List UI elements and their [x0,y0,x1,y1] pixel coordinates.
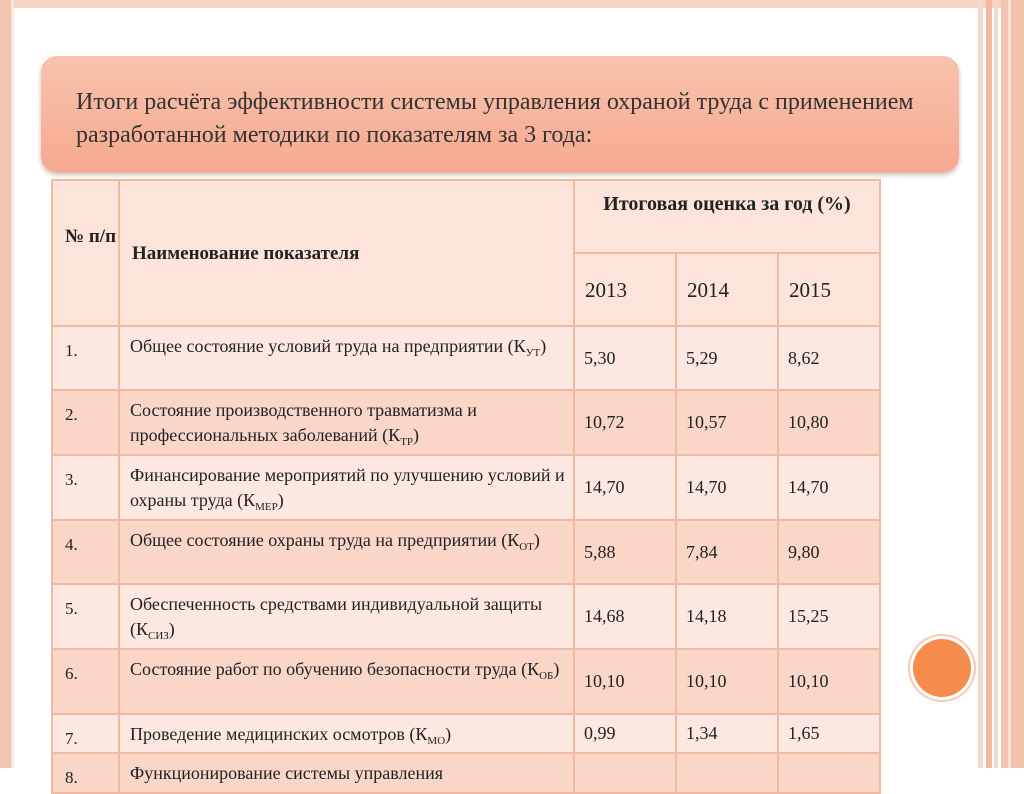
decor-stripe [1001,0,1024,768]
indicator-close-paren: ) [445,724,452,744]
indicator-close-paren: ) [168,619,175,639]
results-table [51,179,881,794]
value-2013: 0,99 [574,714,676,753]
value-2013 [574,753,676,793]
table-row [52,455,880,520]
indicator-label: Общее состояние охраны труда на предприятии (К [130,530,520,550]
value-2014: 1,34 [676,714,778,753]
table-row [52,649,880,714]
indicator-close-paren: ) [553,659,560,679]
indicator-name [119,390,574,455]
row-number: 6. [52,649,119,714]
row-number: 1. [52,326,119,390]
value-2015: 14,70 [778,455,880,520]
indicator-name [119,326,574,390]
table-row [52,390,880,455]
indicator-name [119,520,574,584]
decor-stripe [1008,0,1011,768]
indicator-label: Общее состояние условий труда на предприятии (К [130,336,526,356]
row-number: 2. [52,390,119,455]
decor-orange-dot [913,639,971,697]
row-number: 8. [52,753,119,793]
indicator-subscript: ОБ [539,670,554,682]
slide-title: Итоги расчёта эффективности системы управления охраной труда с применением разработанной методики по показателям за 3 года: [76,89,914,148]
indicator-subscript: МО [427,735,446,747]
header-year-2015: 2015 [778,253,880,326]
value-2013: 5,30 [574,326,676,390]
value-2015: 8,62 [778,326,880,390]
decor-stripe [994,0,998,768]
indicator-name [119,753,574,793]
row-number: 7. [52,714,119,753]
indicator-close-paren: ) [533,530,540,550]
indicator-label: Состояние производственного травматизма и профессиональных заболеваний (К [130,400,477,445]
indicator-name [119,649,574,714]
indicator-close-paren: ) [277,490,284,510]
indicator-label: Обеспеченность средствами индивидуальной защиты (К [130,594,543,639]
indicator-label: Состояние работ по обучению безопасности труда (К [130,659,540,679]
header-year-group: Итоговая оценка за год (%) [574,180,880,253]
frame-left [0,0,11,768]
indicator-label: Финансирование мероприятий по улучшению условий и охраны труда (К [130,465,565,510]
value-2013: 14,70 [574,455,676,520]
value-2015 [778,753,880,793]
indicator-subscript: ОТ [519,541,534,553]
table-row [52,753,880,793]
value-2014: 5,29 [676,326,778,390]
value-2015: 9,80 [778,520,880,584]
value-2014: 7,84 [676,520,778,584]
frame-left-inner [11,0,14,768]
indicator-label: Проведение медицинских осмотров (К [130,724,428,744]
header-name: Наименование показателя [119,180,574,326]
indicator-subscript: УТ [525,347,541,359]
indicator-close-paren: ) [413,425,420,445]
row-number: 3. [52,455,119,520]
value-2014: 10,57 [676,390,778,455]
decor-stripe [986,0,992,768]
indicator-subscript: СИЗ [148,630,169,642]
value-2014: 10,10 [676,649,778,714]
header-num: № п/п [52,180,119,326]
value-2013: 10,72 [574,390,676,455]
indicator-label: Функционирование системы управления [130,763,443,783]
value-2015: 15,25 [778,584,880,649]
value-2015: 1,65 [778,714,880,753]
value-2014: 14,70 [676,455,778,520]
header-year-2013: 2013 [574,253,676,326]
indicator-name [119,455,574,520]
value-2014: 14,18 [676,584,778,649]
value-2015: 10,10 [778,649,880,714]
value-2014 [676,753,778,793]
table-row [52,584,880,649]
indicator-name [119,584,574,649]
indicator-name [119,714,574,753]
decor-stripe [978,0,983,768]
indicator-subscript: ТР [400,436,414,448]
row-number: 4. [52,520,119,584]
value-2013: 5,88 [574,520,676,584]
header-year-2014: 2014 [676,253,778,326]
table-row [52,714,880,753]
indicator-close-paren: ) [540,336,547,356]
value-2013: 10,10 [574,649,676,714]
table-row [52,326,880,390]
value-2015: 10,80 [778,390,880,455]
frame-top [0,0,1024,8]
table-row [52,520,880,584]
row-number: 5. [52,584,119,649]
indicator-subscript: МЕР [255,501,278,513]
value-2013: 14,68 [574,584,676,649]
